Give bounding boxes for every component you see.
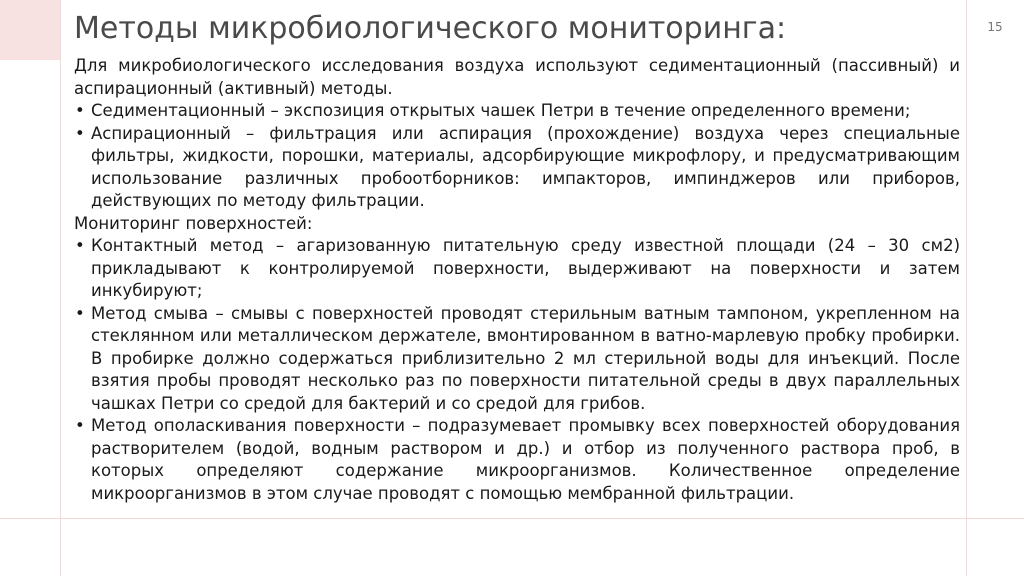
- corner-accent-block: [0, 0, 60, 60]
- surface-monitoring-heading: Мониторинг поверхностей:: [74, 213, 313, 233]
- list-item-sedimentation: • Седиментационный – экспозиция открытых чашек Петри в течение определенного времени;: [74, 100, 960, 123]
- air-intro-paragraph: Для микробиологического исследования воздуха используют седиментационный (пассивный) и аспирационный (активный) методы.: [74, 56, 960, 98]
- left-guide-line: [60, 0, 61, 576]
- air-methods-list: [74, 100, 960, 213]
- list-item-rinse-method: • Метод ополаскивания поверхности – подразумевает промывку всех поверхностей оборудования растворителем (водой, водным раствором и др.) и отбор из полученного раствора проб, в которых определяют содержание микроорганизмов. Количественное определение микроорганизмов в этом случае проводят с помощью мембранной фильтрации.: [74, 415, 960, 505]
- slide-title: Методы микробиологического мониторинга:: [74, 11, 787, 46]
- list-item-aspiration: • Аспирационный – фильтрация или аспирация (прохождение) воздуха через специальные фильтры, жидкости, порошки, материалы, адсорбирующие микрофлору, и предусматривающим использование различных пробоотборников: импакторов, импинджеров или приборов, действующих по методу фильтрации.: [74, 123, 960, 213]
- surface-methods-list: [74, 235, 960, 505]
- page-number: 15: [987, 20, 1003, 34]
- list-item-swab-method: • Метод смыва – смывы с поверхностей проводят стерильным ватным тампоном, укрепленном на стеклянном или металлическом держателе, вмонтированном в ватно-марлевую пробку пробирки. В пробирке должно содержаться приблизительно 2 мл стерильной воды для инъекций. После взятия пробы проводят несколько раз по поверхности питательной среды в двух параллельных чашках Петри со средой для бактерий и со средой для грибов.: [74, 303, 960, 416]
- slide-body: [74, 55, 960, 576]
- right-guide-line: [966, 0, 967, 576]
- list-item-contact-method: • Контактный метод – агаризованную питательную среду известной площади (24 – 30 см2) прикладывают к контролируемой поверхности, выдерживают на поверхности и затем инкубируют;: [74, 235, 960, 303]
